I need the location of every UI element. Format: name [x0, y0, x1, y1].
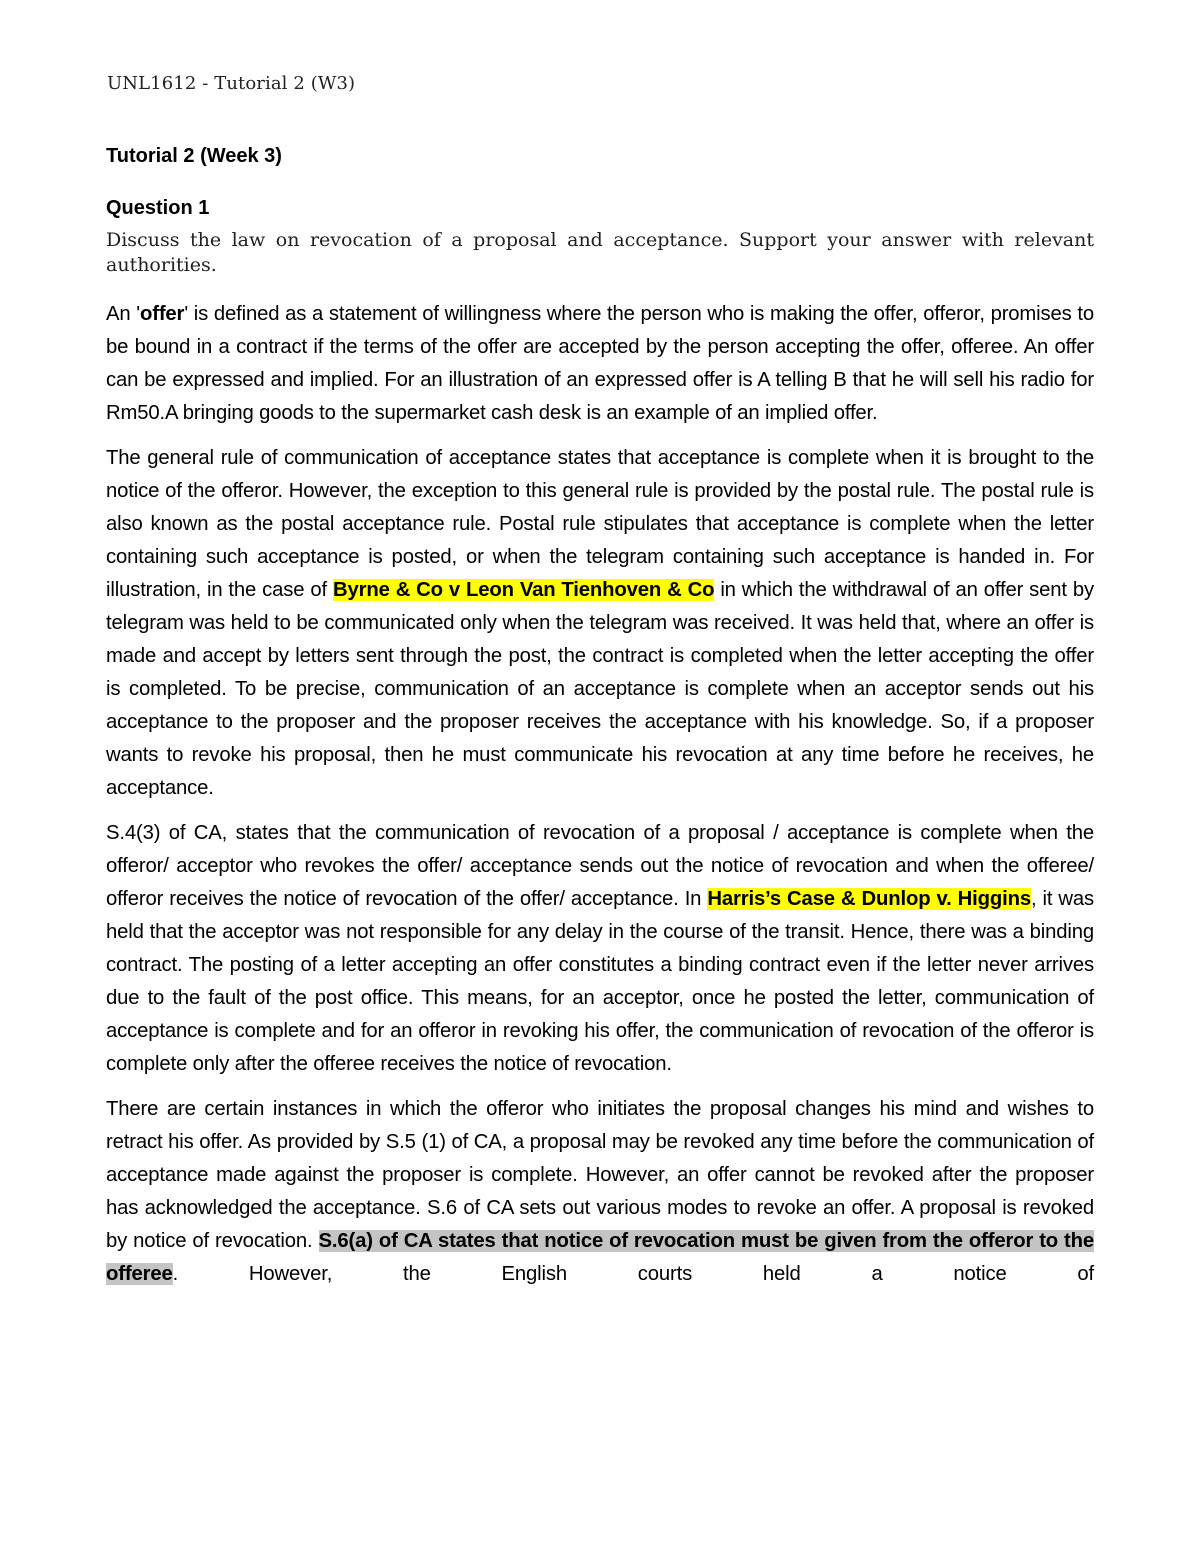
- p3-text-a: S.4(3) of CA, states that the communication of revocation of a proposal / acceptance is complete when the offeror/ acceptor who revokes the offer/ acceptance sends out the notice of revocation and when the offeree/ offeror receives the notice of revocation of the offer/ acceptance. In: [106, 822, 1094, 910]
- page-header: UNL1612 - Tutorial 2 (W3): [107, 73, 356, 94]
- paragraph-section-4-3: [106, 817, 1094, 1081]
- offer-term: offer: [139, 303, 185, 325]
- p4-text-b: . However, the English courts held a notice of: [172, 1263, 1094, 1285]
- paragraph-postal-rule: [106, 442, 1094, 805]
- paragraph-offer-definition: [106, 298, 1094, 430]
- p2-text-a: The general rule of communication of acceptance states that acceptance is complete when it is brought to the notice of the offeror. However, the exception to this general rule is provided by the postal rule. The postal rule is also known as the postal acceptance rule. Postal rule stipulates that acceptance is complete when the letter containing such acceptance is posted, or when the telegram containing such acceptance is handed in. For illustration, in the case of: [106, 447, 1094, 601]
- p1-text-b: ' is defined as a statement of willingness where the person who is making the offer, offeror, promises to be bound in a contract if the terms of the offer are accepted by the person accepting the offer, offeree. An offer can be expressed and implied. For an illustration of an expressed offer is A telling B that he will sell his radio for Rm50.A bringing goods to the supermarket cash desk is an example of an implied offer.: [106, 303, 1095, 424]
- p3-text-b: , it was held that the acceptor was not responsible for any delay in the course of the transit. Hence, there was a binding contract. The posting of a letter accepting an offer constitutes a binding contract even if the letter never arrives due to the fault of the post office. This means, for an acceptor, once he posted the letter, communication of acceptance is complete and for an offeror in revoking his offer, the communication of revocation of the offeror is complete only after the offeree receives the notice of revocation.: [106, 888, 1094, 1075]
- p1-text-a: An ': [106, 303, 140, 325]
- section-6a-highlight: S.6(a) of CA states that notice of revocation must be given from the offeror to the offeree: [106, 1230, 1095, 1285]
- tutorial-title: Tutorial 2 (Week 3): [106, 145, 282, 167]
- document-body: [106, 140, 1094, 1303]
- p4-text-a: There are certain instances in which the offeror who initiates the proposal changes his mind and wishes to retract his offer. As provided by S.5 (1) of CA, a proposal may be revoked any time before the communication of acceptance made against the proposer is complete. However, an offer cannot be revoked after the proposer has acknowledged the acceptance. S.6 of CA sets out various modes to revoke an offer. A proposal is revoked by notice of revocation.: [106, 1098, 1094, 1252]
- p2-text-b: in which the withdrawal of an offer sent by telegram was held to be communicated only when the telegram was received. It was held that, where an offer is made and accept by letters sent through the post, the contract is completed when the letter accepting the offer is completed. To be precise, communication of an acceptance is complete when an acceptor sends out his acceptance to the proposer and the proposer receives the acceptance with his knowledge. So, if a proposer wants to revoke his proposal, then he must communicate his revocation at any time before he receives, he acceptance.: [106, 579, 1095, 799]
- question-heading: Question 1: [106, 197, 210, 219]
- paragraph-revocation-instances: [106, 1093, 1094, 1291]
- case-highlight-byrne: Byrne & Co v Leon Van Tienhoven & Co: [332, 579, 715, 601]
- question-text: Discuss the law on revocation of a proposal and acceptance. Support your answer with relevant authorities.: [106, 229, 1094, 276]
- case-highlight-harris: Harris’s Case & Dunlop v. Higgins: [707, 888, 1031, 910]
